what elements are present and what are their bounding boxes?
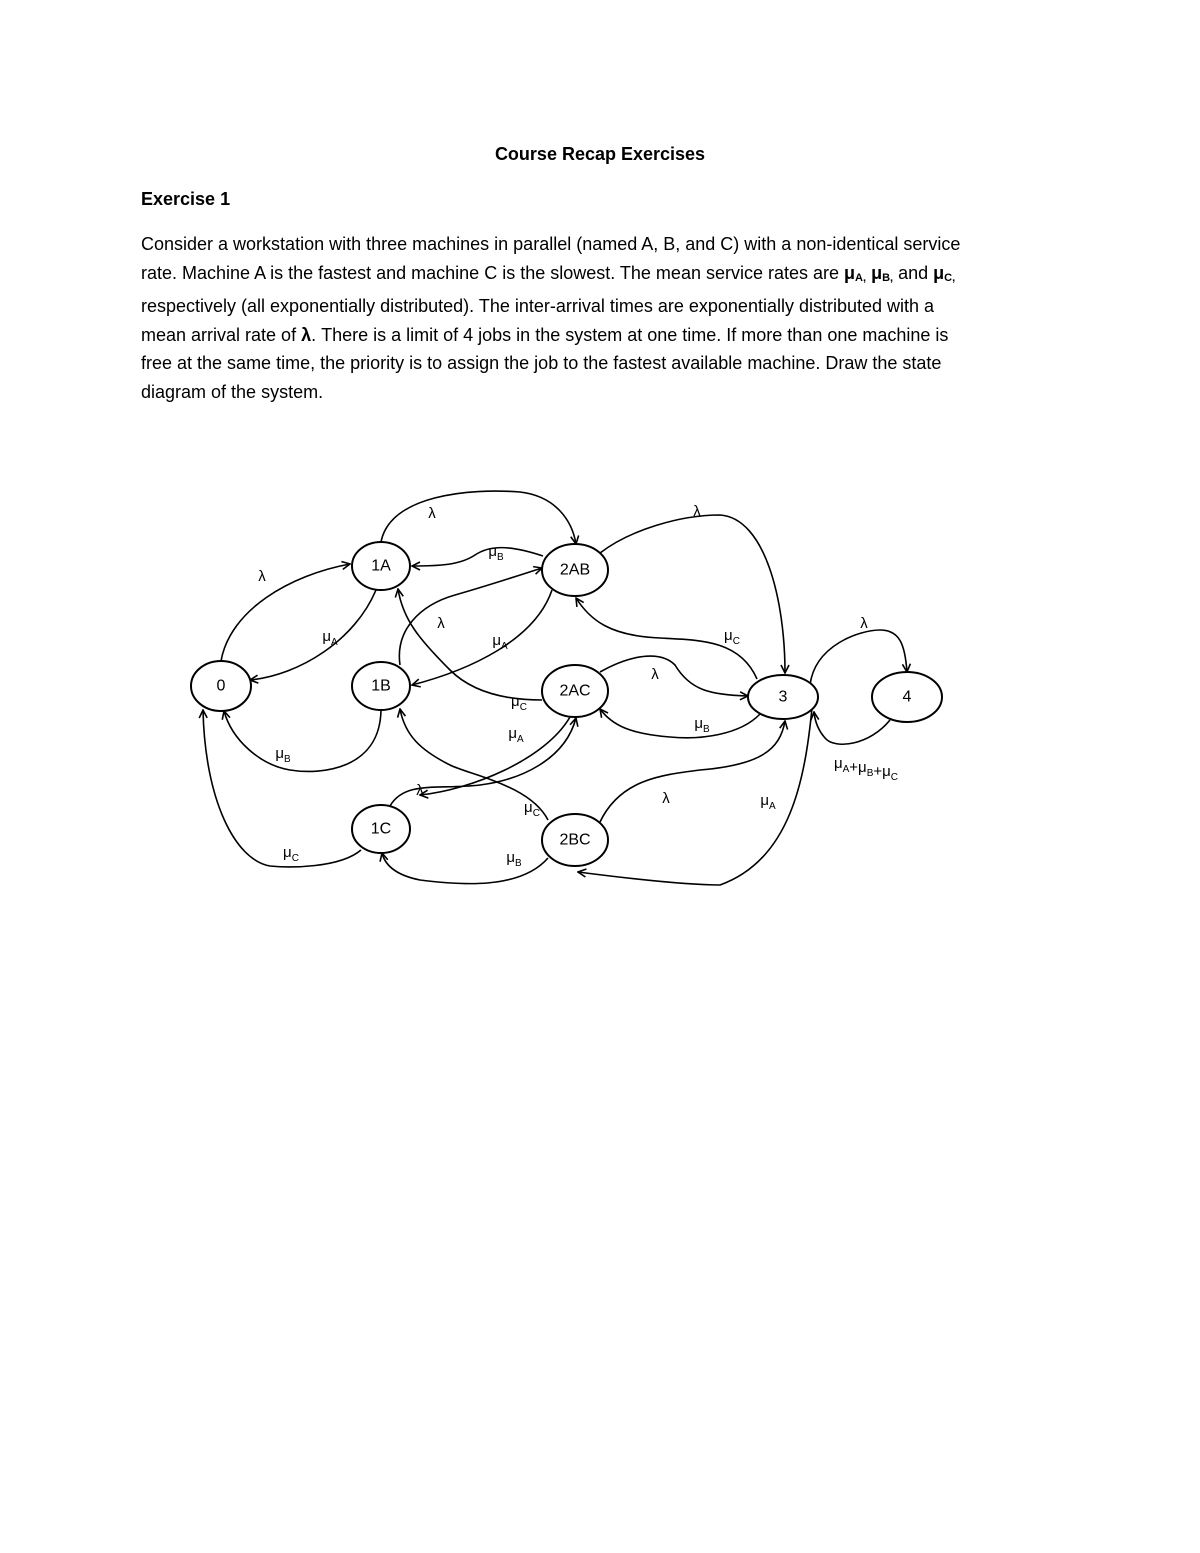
mu-b-rate: $\mu_{B,}$	[871, 262, 894, 284]
transition-arrow-2ac-3	[600, 656, 748, 696]
state-label: 3	[778, 688, 788, 706]
transition-rate-label: λ	[651, 666, 659, 683]
transition-rate-label: $\mu_A+\mu_B+\mu_C$	[833, 755, 899, 783]
transition-rate-label: $\mu_B$	[694, 715, 710, 735]
transition-arrow-3-2bc	[578, 708, 812, 885]
state-label: 1A	[371, 557, 391, 575]
transition-rate-label: λ	[428, 505, 436, 522]
paragraph-line: rate. Machine A is the fastest and machine C is the slowest. The mean service rates are $\mu_{A,}$ $\mu_{B,}$ and $\mu_{C,}$	[141, 262, 956, 284]
transition-arrow-2ab-3	[600, 515, 785, 673]
transition-arrow-1a-0	[250, 590, 376, 680]
transition-arrow-3-2ac	[600, 709, 760, 738]
lambda-rate: λ	[301, 324, 312, 345]
transition-rate-label: $\mu_B$	[506, 849, 522, 869]
transition-rate-label: $\mu_A$	[760, 792, 776, 812]
paragraph-line: respectively (all exponentially distributed). The inter-arrival times are exponentially distributed with a	[141, 296, 935, 316]
transition-rate-label: $\mu_C$	[511, 693, 527, 713]
transition-rate-label: $\mu_A$	[322, 628, 338, 648]
paragraph-line: diagram of the system.	[141, 381, 324, 402]
transition-arrow-1b-0	[224, 710, 381, 771]
transition-rate-label: λ	[416, 782, 424, 799]
transition-rate-label: λ	[693, 503, 701, 520]
paragraph-line: free at the same time, the priority is to assign the job to the fastest available machine. Draw the state	[141, 353, 942, 373]
mu-c-rate: $\mu_{C,}$	[933, 262, 956, 284]
state-label: 0	[216, 677, 226, 695]
page-title: Course Recap Exercises	[494, 144, 706, 164]
transition-arrow-4-3	[814, 712, 890, 744]
transition-arrow-1a-2ab	[381, 491, 576, 544]
transition-arrow-2bc-1c	[382, 853, 548, 884]
transition-arrow-2ab-1a	[412, 548, 543, 566]
transition-rate-label: λ	[662, 790, 670, 807]
transition-arrow-1b-2ab	[399, 568, 542, 665]
transition-rate-label: $\mu_B$	[275, 745, 291, 765]
state-label: 1B	[371, 677, 391, 695]
exercise-heading: Exercise 1	[141, 189, 231, 209]
transition-rate-label: λ	[860, 615, 868, 632]
transition-rate-label: $\mu_C$	[283, 844, 299, 864]
mu-a-rate: $\mu_{A,}$	[844, 262, 867, 284]
transition-rate-label: λ	[437, 615, 445, 632]
state-label: 1C	[370, 820, 392, 838]
transition-arrow-1c-0	[203, 710, 361, 867]
transition-rate-label: $\mu_A$	[508, 725, 524, 745]
transition-rate-label: $\mu_A$	[492, 632, 508, 652]
state-label: 4	[902, 688, 912, 706]
state-label: 2AB	[559, 561, 591, 579]
transition-rate-label: $\mu_B$	[488, 543, 504, 563]
transition-rate-label: λ	[258, 568, 266, 585]
transition-arrow-2bc-3	[600, 721, 785, 822]
state-label: 2BC	[559, 831, 591, 849]
paragraph-line: mean arrival rate of λ. There is a limit of 4 jobs in the system at one time. If more than one machine is	[141, 324, 949, 345]
transition-rate-label: $\mu_C$	[724, 627, 740, 647]
paragraph-line: Consider a workstation with three machines in parallel (named A, B, and C) with a non-identical service	[141, 234, 961, 254]
transition-rate-label: $\mu_C$	[524, 799, 540, 819]
state-label: 2AC	[559, 682, 591, 700]
